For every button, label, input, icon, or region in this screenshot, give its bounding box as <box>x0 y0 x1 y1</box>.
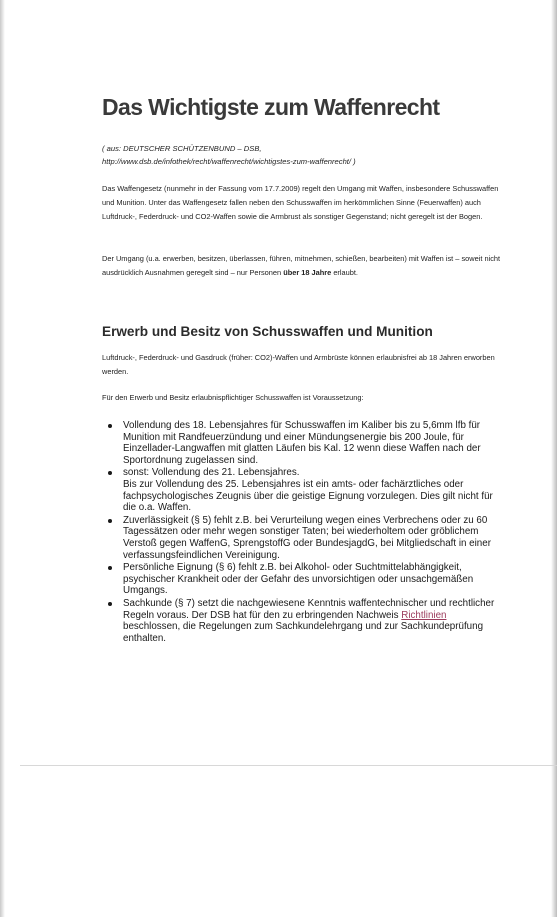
list-item-text: Vollendung des 18. Lebensjahres für Schusswaffen im Kaliber bis zu 5,6mm lfb für Munition mit Randfeuerzündung und einer Mündungsenergie bis 200 Joule, für Einzellader-Langwaffen mit glatten Läufen bis Kal. 12 wenn diese Waffen nach der Sportordnung zugelassen sind. <box>123 420 481 466</box>
section-heading: Erwerb und Besitz von Schusswaffen und Munition <box>102 324 433 339</box>
intro-paragraph-1: Das Waffengesetz (nunmehr in der Fassung vom 17.7.2009) regelt den Umgang mit Waffen, insbesondere Schusswaffen und Munition. Unter das Waffengesetz fallen neben den Schusswaffen im herkömmlichen Sinne (Feuerwaffen) auch Luftdruck-, Federdruck- und CO2-Waffen sowie die Armbrust als sonstiger Gegenstand; nicht geregelt ist der Bogen. <box>102 184 499 221</box>
list-item <box>108 515 503 561</box>
richtlinien-link[interactable]: Richtlinien <box>401 609 447 621</box>
intro-p2-bold: über 18 Jahre <box>283 268 332 277</box>
list-item-text: Sachkunde (§ 7) setzt die nachgewiesene Kenntnis waffentechnischer und rechtlicher Regeln voraus. Der DSB hat für den zu erbringenden Nachweis <box>123 597 495 621</box>
requirements-list <box>108 420 503 645</box>
intro-p2-text-after: erlaubt. <box>331 268 358 277</box>
list-item-text: Zuverlässigkeit (§ 5) fehlt z.B. bei Verurteilung wegen eines Verbrechens oder zu 60 Tagessätzen oder mehr wegen sonstiger Taten; bei wiederholtem oder gröblichem Verstoß gegen WaffenG, SprengstoffG oder BundesjagdG, bei Mitgliedschaft in einer verfassungsfeindlichen Vereinigung. <box>123 514 491 561</box>
scan-edge-right <box>551 0 557 917</box>
list-item <box>108 467 503 513</box>
bullet-icon <box>108 471 112 475</box>
list-item-text: Bis zur Vollendung des 25. Lebensjahres ist ein amts- oder fachärztliches oder fachpsychologisches Zeugnis über die geistige Eignung vorzulegen. Dies gilt nicht für die o.a. Waffen. <box>123 478 493 514</box>
section-paragraph-2: Für den Erwerb und Besitz erlaubnispflichtiger Schusswaffen ist Voraussetzung: <box>102 393 364 402</box>
intro-p2-text-before: Der Umgang (u.a. erwerben, besitzen, überlassen, führen, mitnehmen, schießen, bearbeiten) mit Waffen ist – soweit nicht ausdrücklich Ausnahmen geregelt sind – nur Personen <box>102 254 501 277</box>
list-item <box>108 420 503 466</box>
source-citation <box>102 142 502 168</box>
page-fold-line <box>20 765 557 766</box>
list-item-text: beschlossen, die Regelungen zum Sachkundelehrgang und zur Sachkundeprüfung enthalten. <box>123 621 484 644</box>
bullet-icon <box>108 519 112 523</box>
page-title: Das Wichtigste zum Waffenrecht <box>102 94 440 120</box>
scan-edge-left <box>0 0 5 917</box>
bullet-icon <box>108 424 112 428</box>
list-item <box>108 562 503 597</box>
bullet-icon <box>108 602 112 606</box>
source-line-2: http://www.dsb.de/infothek/recht/waffenrecht/wichtigstes-zum-waffenrecht/ ) <box>102 157 356 166</box>
section-paragraph-1: Luftdruck-, Federdruck- und Gasdruck (früher: CO2)-Waffen und Armbrüste können erlaubnisfrei ab 18 Jahren erworben werden. <box>102 353 495 376</box>
list-item-text: Persönliche Eignung (§ 6) fehlt z.B. bei Alkohol- oder Suchtmittelabhängigkeit, psychischer Krankheit oder der Gefahr des unvorsichtigen oder unsachgemäßen Umgangs. <box>123 562 474 597</box>
list-item <box>108 598 503 644</box>
list-item-text: sonst: Vollendung des 21. Lebensjahres. <box>123 467 300 479</box>
source-line-1: ( aus: DEUTSCHER SCHÜTZENBUND – DSB, <box>102 144 262 153</box>
intro-paragraph-2 <box>102 252 504 280</box>
bullet-icon <box>108 566 112 570</box>
